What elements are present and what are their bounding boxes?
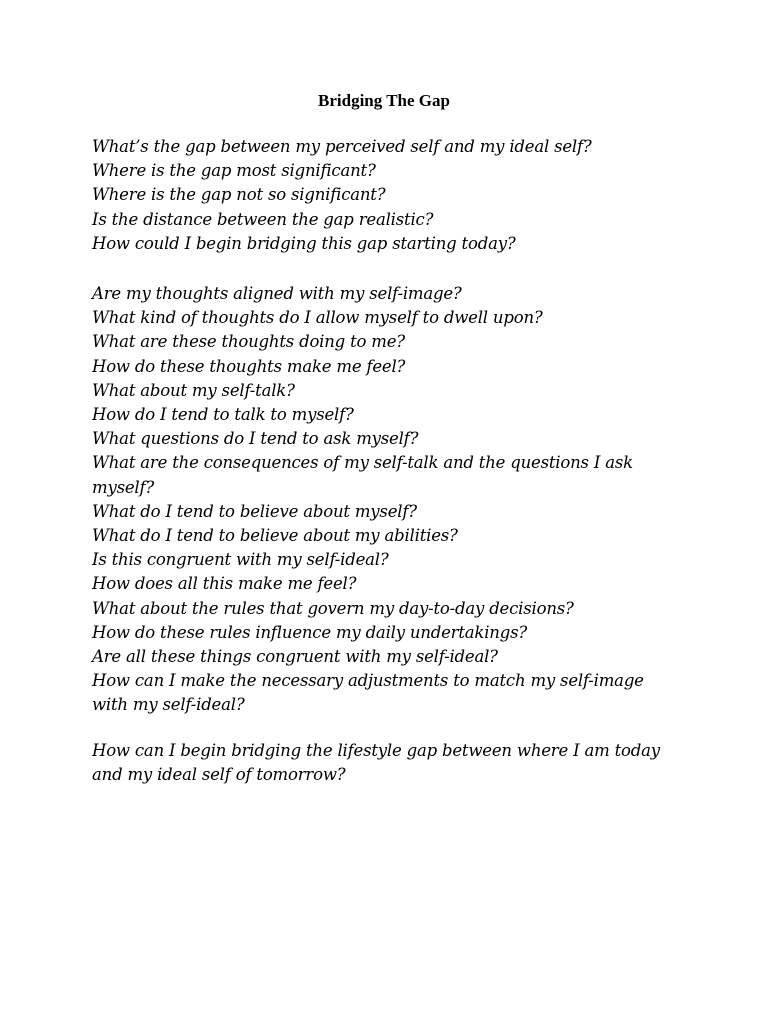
text-line: What questions do I tend to ask myself?: [92, 429, 419, 449]
text-line: Are my thoughts aligned with my self-image?: [92, 284, 462, 303]
text-line: What kind of thoughts do I allow myself to dwell upon?: [92, 308, 543, 328]
text-line: Are all these things congruent with my self-ideal?: [92, 647, 498, 667]
text-line: How do these rules influence my daily undertakings?: [92, 622, 528, 642]
text-line: Where is the gap not so significant?: [92, 185, 386, 205]
text-line: What do I tend to believe about my abilities?: [92, 526, 458, 546]
text-line: How can I make the necessary adjustments to match my self-image: [92, 671, 644, 691]
text-line: How do I tend to talk to myself?: [92, 405, 354, 425]
text-line: What’s the gap between my perceived self and my ideal self?: [92, 137, 592, 156]
paragraph-gap-questions: [92, 135, 682, 256]
text-line: Is this congruent with my self-ideal?: [92, 550, 389, 570]
text-line: What are the consequences of my self-talk and the questions I ask: [92, 453, 633, 473]
paragraph-thought-questions: [92, 282, 682, 718]
text-line: Where is the gap most significant?: [92, 161, 376, 181]
text-line: with my self-ideal?: [92, 695, 245, 715]
text-line: What about my self-talk?: [92, 380, 295, 400]
text-line: What about the rules that govern my day-to-day decisions?: [92, 598, 574, 618]
text-line: How do these thoughts make me feel?: [92, 356, 406, 376]
text-line: How could I begin bridging this gap starting today?: [92, 233, 516, 253]
text-line: How can I begin bridging the lifestyle gap between where I am today: [92, 741, 660, 760]
text-line: How does all this make me feel?: [92, 574, 357, 594]
text-line: Is the distance between the gap realistic?: [92, 209, 434, 229]
text-line: myself?: [92, 477, 155, 497]
paragraph-lifestyle-question: [92, 739, 682, 787]
text-line: What are these thoughts doing to me?: [92, 332, 405, 352]
text-line: and my ideal self of tomorrow?: [92, 765, 346, 785]
text-line: What do I tend to believe about myself?: [92, 501, 417, 521]
document-title: Bridging The Gap: [318, 91, 450, 110]
